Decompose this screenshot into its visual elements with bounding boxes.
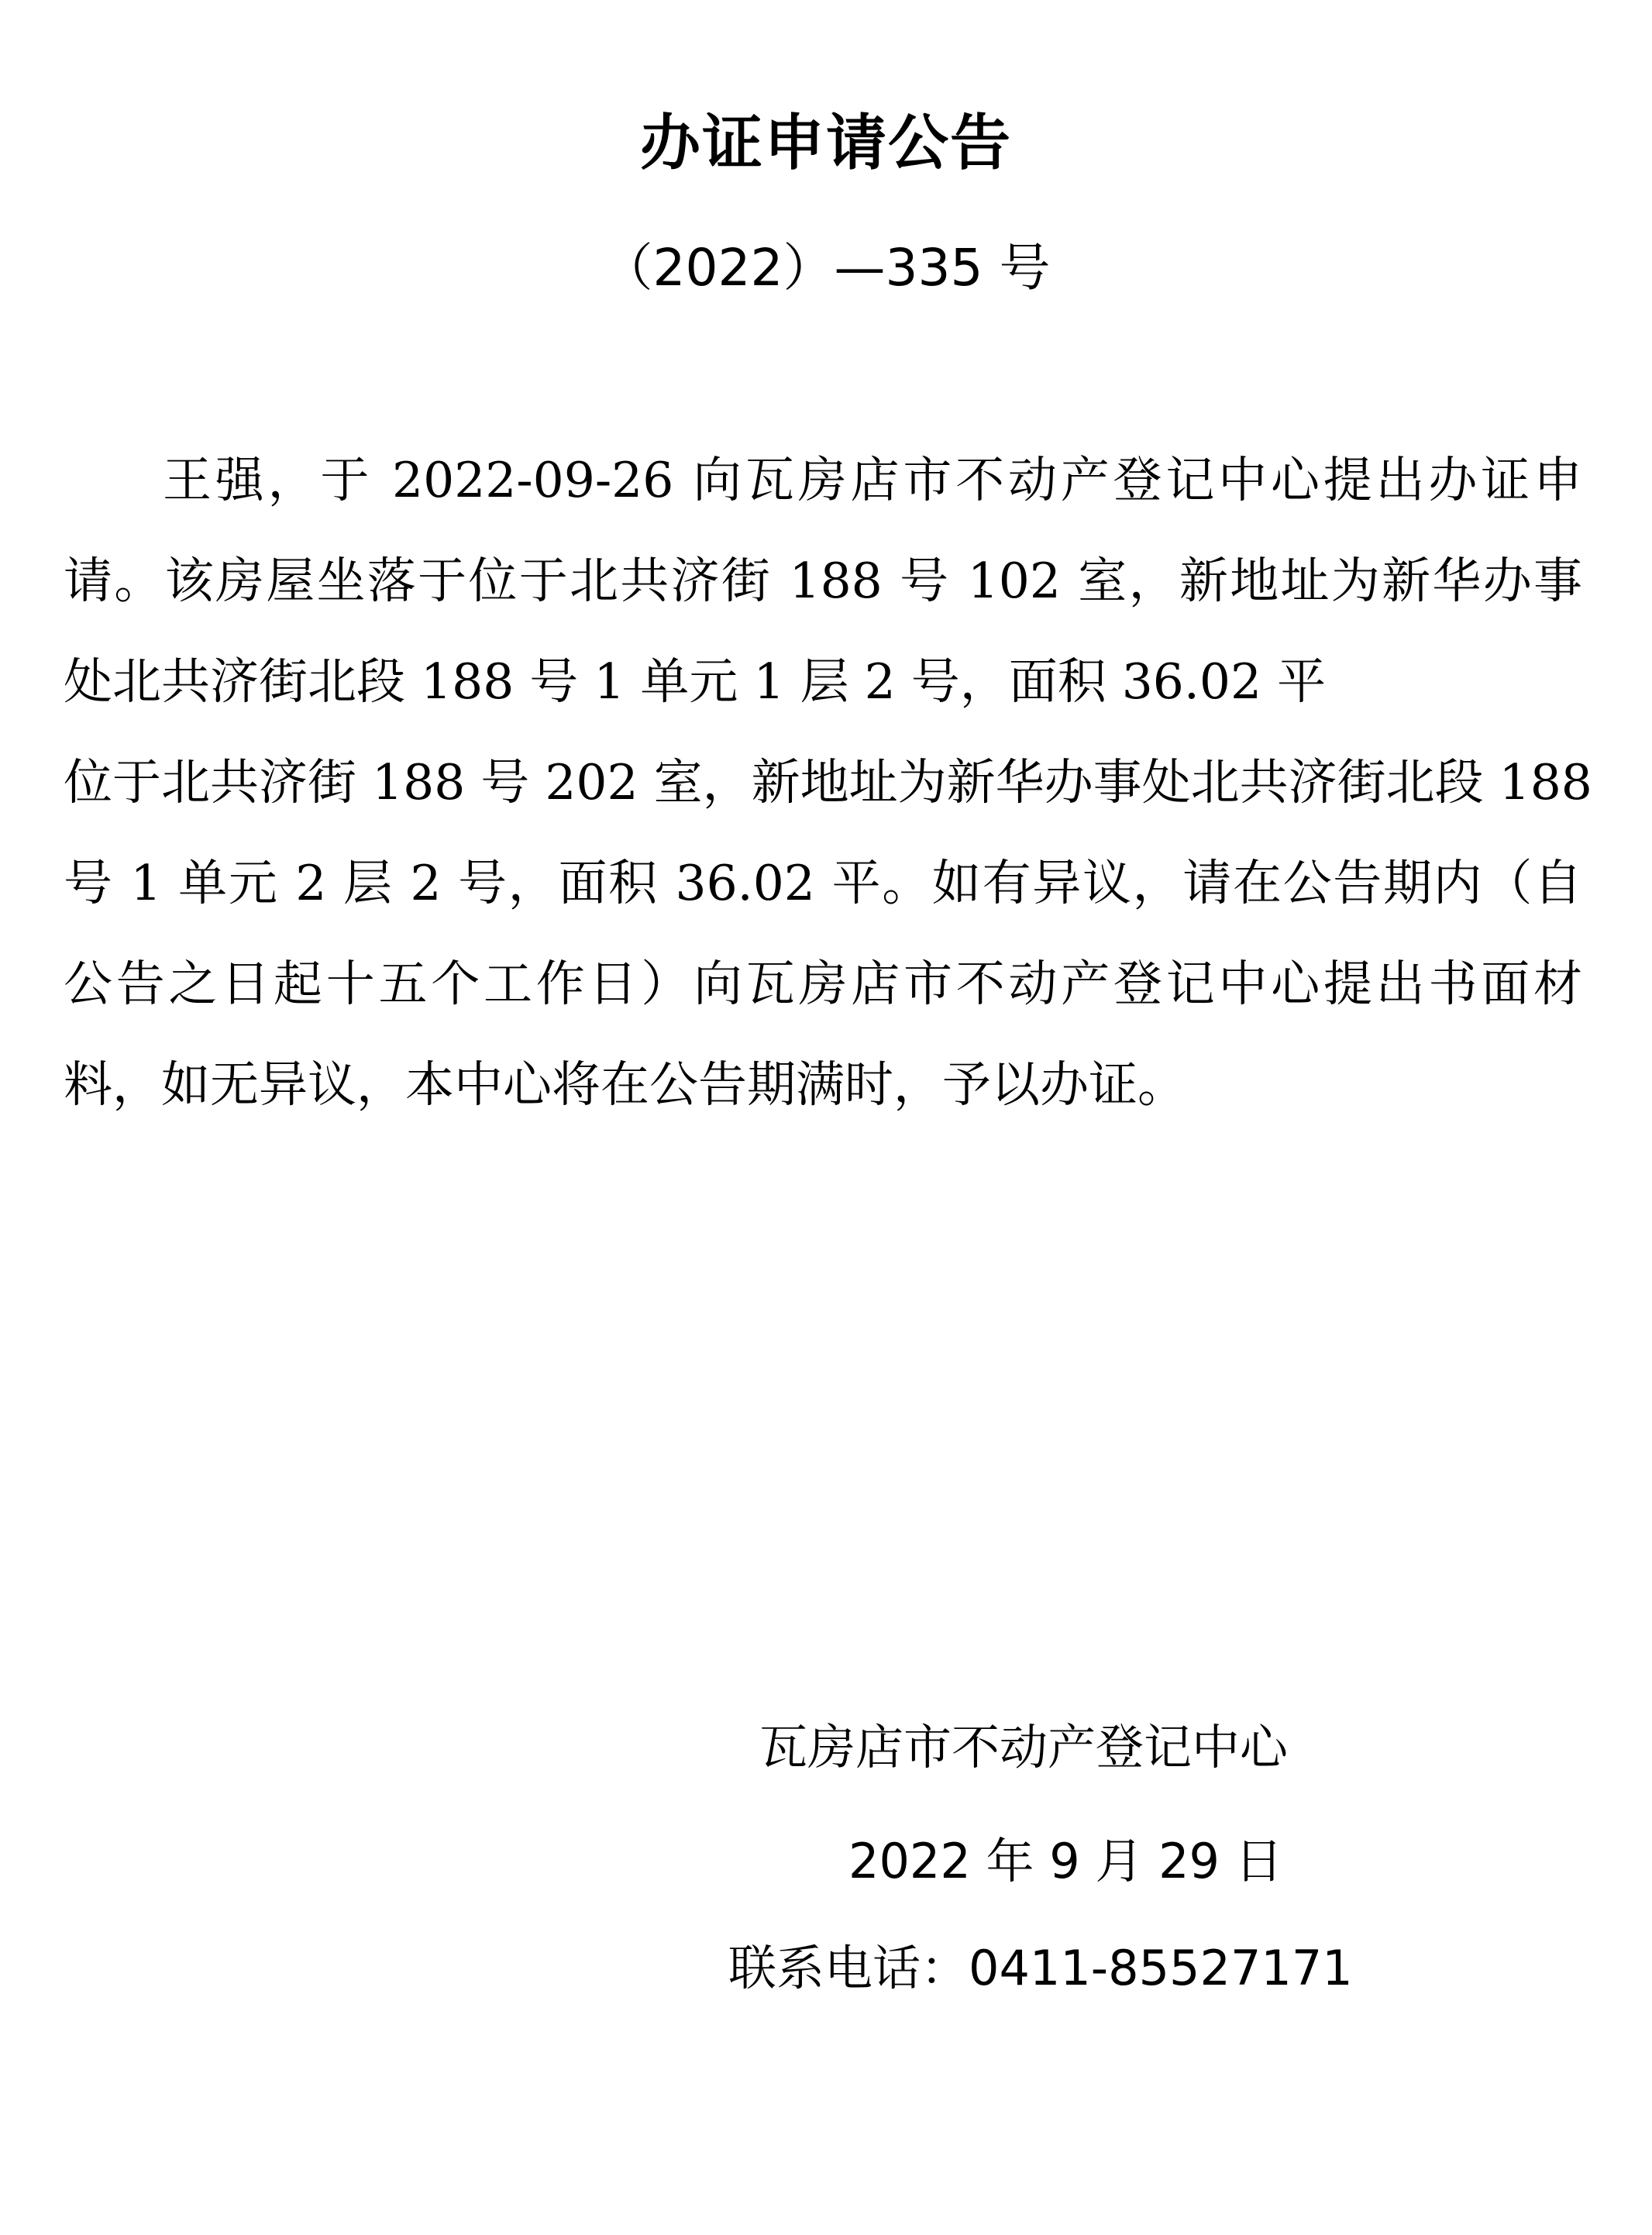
body-line: 公告之日起十五个工作日）向瓦房店市不动产登记中心提出书面材 [64,956,1582,1012]
document-number: （2022）—335 号 [601,238,1051,298]
body-line: 王强，于 2022-09-26 向瓦房店市不动产登记中心提出办证申 [163,452,1582,508]
body-line: 处北共济街北段 188 号 1 单元 1 层 2 号，面积 36.02 平 [64,653,1327,710]
contact-phone: 联系电话：0411-85527171 [728,1940,1353,1996]
body-line: 号 1 单元 2 层 2 号，面积 36.02 平。如有异议，请在公告期内（自 [64,855,1582,911]
body-line: 请。该房屋坐落于位于北共济街 188 号 102 室，新地址为新华办事 [64,553,1582,609]
notice-body [64,430,1592,1135]
signature-date: 2022 年 9 月 29 日 [848,1833,1283,1889]
signature-organization: 瓦房店市不动产登记中心 [759,1719,1289,1775]
document-title: 办证申请公告 [639,108,1012,178]
body-line: 料，如无异议，本中心将在公告期满时，予以办证。 [64,1056,1186,1113]
body-line: 位于北共济街 188 号 202 室，新地址为新华办事处北共济街北段 188 [64,754,1592,811]
